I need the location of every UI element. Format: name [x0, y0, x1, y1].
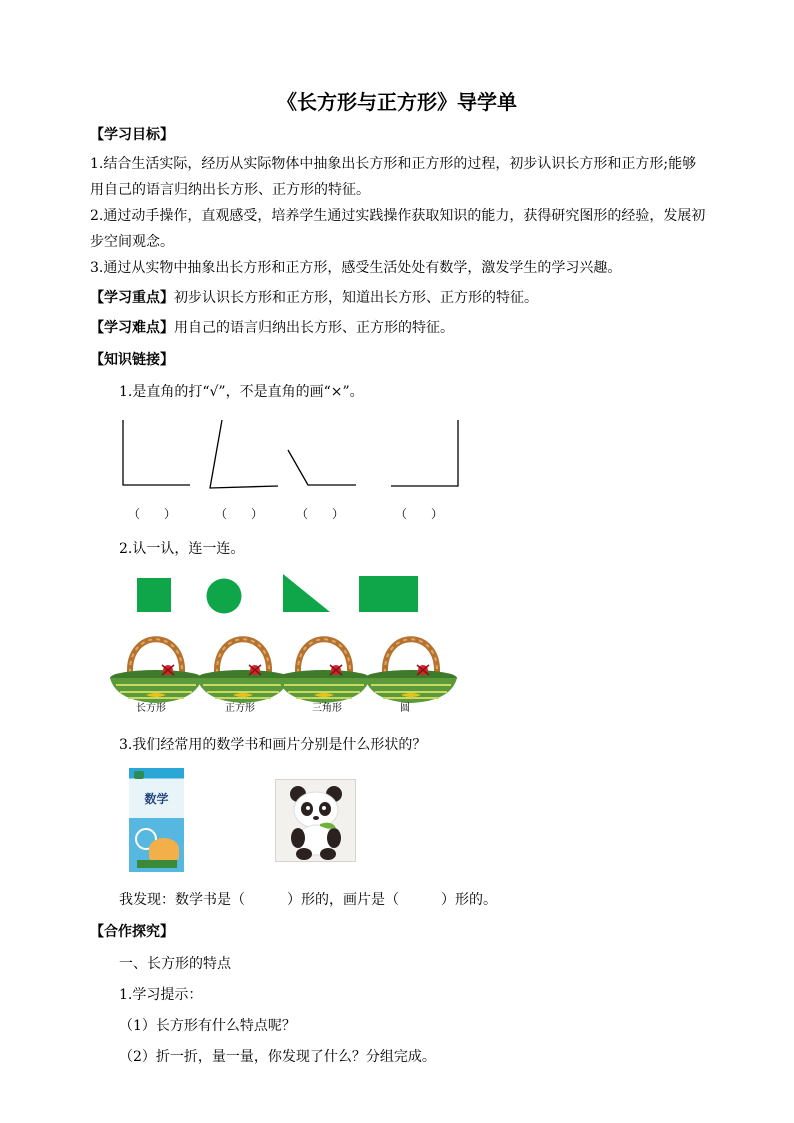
explore-heading: 【合作探究】 [90, 924, 174, 940]
book-title: 数学 [144, 792, 169, 806]
study-hint: 1.学习提示： [119, 987, 203, 1003]
finding-line: 我发现：数学书是（ ）形的，画片是（ ）形的。 [119, 892, 497, 908]
goal-2-line-2: 步空间观念。 [90, 234, 174, 250]
goal-2-line-1: 2.通过动手操作，直观感受，培养学生通过实践操作获取知识的能力，获得研究图形的经验，发展初 [90, 208, 706, 224]
question-2: 2.认一认，连一连。 [119, 541, 245, 557]
basket-2 [197, 639, 289, 703]
basket-label-2: 正方形 [225, 703, 255, 714]
book-logo-icon [134, 771, 144, 779]
key-point-heading: 【学习重点】 [90, 290, 174, 306]
book-ground [137, 860, 177, 868]
difficulty-row [90, 316, 454, 340]
basket-label-1: 长方形 [136, 703, 166, 714]
answer-blank-2[interactable]: （ ） [215, 507, 264, 521]
question-3: 3.我们经常用的数学书和画片分别是什么形状的？ [119, 737, 427, 753]
difficulty-heading: 【学习难点】 [90, 320, 174, 336]
angle-figure-1 [123, 420, 190, 485]
green-circle [207, 579, 242, 614]
study-hint-1: （1）长方形有什么特点呢？ [119, 1018, 296, 1034]
basket-label-3: 三角形 [312, 703, 342, 714]
angle-figure-4 [391, 420, 458, 486]
book-illustration [149, 838, 179, 860]
section-rectangle-features: 一、长方形的特点 [119, 956, 231, 972]
answer-blank-3[interactable]: （ ） [296, 507, 345, 521]
links-heading: 【知识链接】 [90, 352, 174, 368]
basket-label-4: 圆 [400, 703, 410, 714]
basket-4 [365, 639, 457, 703]
angle-figure-3 [288, 450, 356, 485]
answer-blank-1[interactable]: （ ） [128, 507, 177, 521]
study-hint-2: （2）折一折，量一量，你发现了什么？分组完成。 [119, 1049, 436, 1065]
basket-1 [110, 639, 202, 703]
green-rectangle [359, 576, 418, 612]
math-book-image [129, 768, 184, 872]
panda-picture [275, 779, 356, 862]
green-square [137, 578, 171, 612]
goals-heading: 【学习目标】 [90, 127, 174, 143]
key-point-text: 初步认识长方形和正方形，知道出长方形、正方形的特征。 [174, 290, 538, 306]
key-point-row [90, 286, 538, 310]
difficulty-text: 用自己的语言归纳出长方形、正方形的特征。 [174, 320, 454, 336]
angle-figure-2 [210, 420, 278, 488]
question-1: 1.是直角的打“√”，不是直角的画“×”。 [119, 384, 364, 400]
panda-icon [276, 780, 355, 861]
basket-3 [278, 639, 370, 703]
page-title: 《长方形与正方形》导学单 [277, 90, 517, 114]
goal-3: 3.通过从实物中抽象出长方形和正方形，感受生活处处有数学，激发学生的学习兴趣。 [90, 260, 622, 276]
goal-1-line-1: 1.结合生活实际，经历从实际物体中抽象出长方形和正方形的过程，初步认识长方形和正方形;能够 [90, 156, 697, 172]
answer-blank-4[interactable]: （ ） [395, 507, 444, 521]
goal-1-line-2: 用自己的语言归纳出长方形、正方形的特征。 [90, 182, 370, 198]
green-triangle [283, 574, 330, 612]
